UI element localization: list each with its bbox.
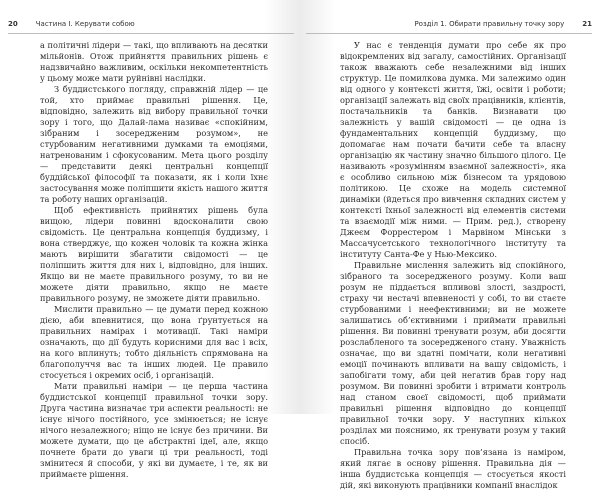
right-paragraph-2: Правильне мислення залежить від спокійного, зібраного та зосередженого розуму. Коли ваш розум не піддається впливові злості, заздрості, страху чи нестачі впевненості у собі, то ви стаєте стурбованими і неефективними; ви не можете залишатись об’єктивними і приймати правильні рішення. Ви повинні тренувати розум, аби досягти розслабленого та зосередженого стану. Уважність означає, що ви здатні помічати, коли негативні емоції починають впливати на вашу свідомість, і запобігати тому, аби цей негатив брав гору над розумом. Ви повинні зробити і втримати контроль над станом своєї свідомості, щоб приймати правильні рішення відповідно до концепції правильної точки зору. У наступних кількох розділах ми пояснимо, як тренувати розум у такий спосіб. <box>340 260 566 446</box>
right-page-number: 21 <box>582 20 592 28</box>
left-paragraph-4: Мислити правильно — це думати перед кожною дією, аби впевнитися, що вона ґрунтується на правильних намірах і мотивації. Такі наміри означають, що дії будуть корисними для вас і всіх, на кого вплинуть; тобто діяльність спрямована на благополуччя вас та інших людей. Це правило стосується і окремих осіб, і організацій. <box>40 304 268 380</box>
left-page-number: 20 <box>8 20 18 28</box>
left-paragraph-1: а політичні лідери — такі, що впливають на десятки мільйонів. Отож прийняття правильних рішень є надзвичайно важливим, оскільки некомпетентність у цьому може мати руйнівні наслідки. <box>40 40 268 83</box>
left-paragraph-3: Щоб ефективність прийнятих рішень була вищою, лідери повинні вдосконалити свою свідомість. Це центральна концепція буддизму, і вона стверджує, що кожен чоловік та кожна жінка мають вирішити збагатити свідомості — це поліпшить життя для них і, відповідно, для інших. Якщо ви не маєте правильного розуму, то ви не можете діяти правильно, якщо не маєте правильного розуму, не зможете діяти правильно. <box>40 205 268 303</box>
right-running-head: Розділ 1. Обирати правильну точку зору <box>414 20 565 28</box>
left-paragraph-2: З буддистського погляду, справжній лідер — це той, хто приймає правильні рішення. Це, відповідно, залежить від вибору правильної точки зору і того, що Далай-лама називає «спокійним, зібраним і зосередженим розумом», не стурбованим негативними думками та емоціями, натренованим і сфокусованим. Мета цього розділу — представити деякі центральні концепції буддійської філософії та показати, як і коли їхнє застосування може поліпшити якість нашого життя та роботу наших організацій. <box>40 84 268 204</box>
right-page-body <box>340 40 566 491</box>
right-paragraph-1: У нас є тенденція думати про себе як про відокремлених від загалу, самостійних. Організації також вважають себе незалежними від інших структур. Це помилкова думка. Ми залежимо один від одного у контексті життя, їжі, освіти і роботи; організації залежать від своїх працівників, клієнтів, постачальників та банків. Визнавати цю залежність у вашій свідомості — це одна із фундаментальних концепцій буддизму, що допомагає нам почати бачити себе та власну організацію як частину значно більшого цілого. Це називають «розумінням взаємної залежності», яка є особливо сильною між бізнесом та урядовою політикою. Це схоже на модель системної динаміки (йдеться про вивчення складних систем у контексті їхньої залежності від елементів системи та взаємодії між ними. — Прим. ред.), створену Джеєм Форрестером і Марвіном Мінськи з Массачусетського технологічного інституту та інституту Санта-Фе у Нью-Мексико. <box>340 40 566 259</box>
right-header-rule <box>306 33 592 34</box>
left-header-rule <box>8 33 294 34</box>
right-page <box>300 0 600 490</box>
right-paragraph-3: Правильна точка зору пов’язана із наміром, який лягає в основу рішення. Правильна дія — інша буддистська концепція — стосується якості дій, які виконують працівники компанії внаслідок <box>340 447 566 490</box>
left-running-head: Частина I. Керувати собою <box>35 20 135 28</box>
left-page <box>0 0 300 479</box>
right-running-header <box>308 19 592 29</box>
left-running-header <box>8 19 292 29</box>
left-paragraph-5: Мати правильні наміри — це перша частина буддистської концепції правильної точки зору. Друга частина визначає три аспекти реальності: не існує нічого постійного, усе змінюється; не існує нічого незалежного; ніщо не існує без причини. Ви можете думати, що це абстрактні ідеї, але, якщо почнете брати до уваги ці три реальності, тоді змінитеся й способи, у які ви думаєте, і те, як ви приймаєте рішення. <box>40 381 268 479</box>
left-page-body <box>40 40 268 480</box>
